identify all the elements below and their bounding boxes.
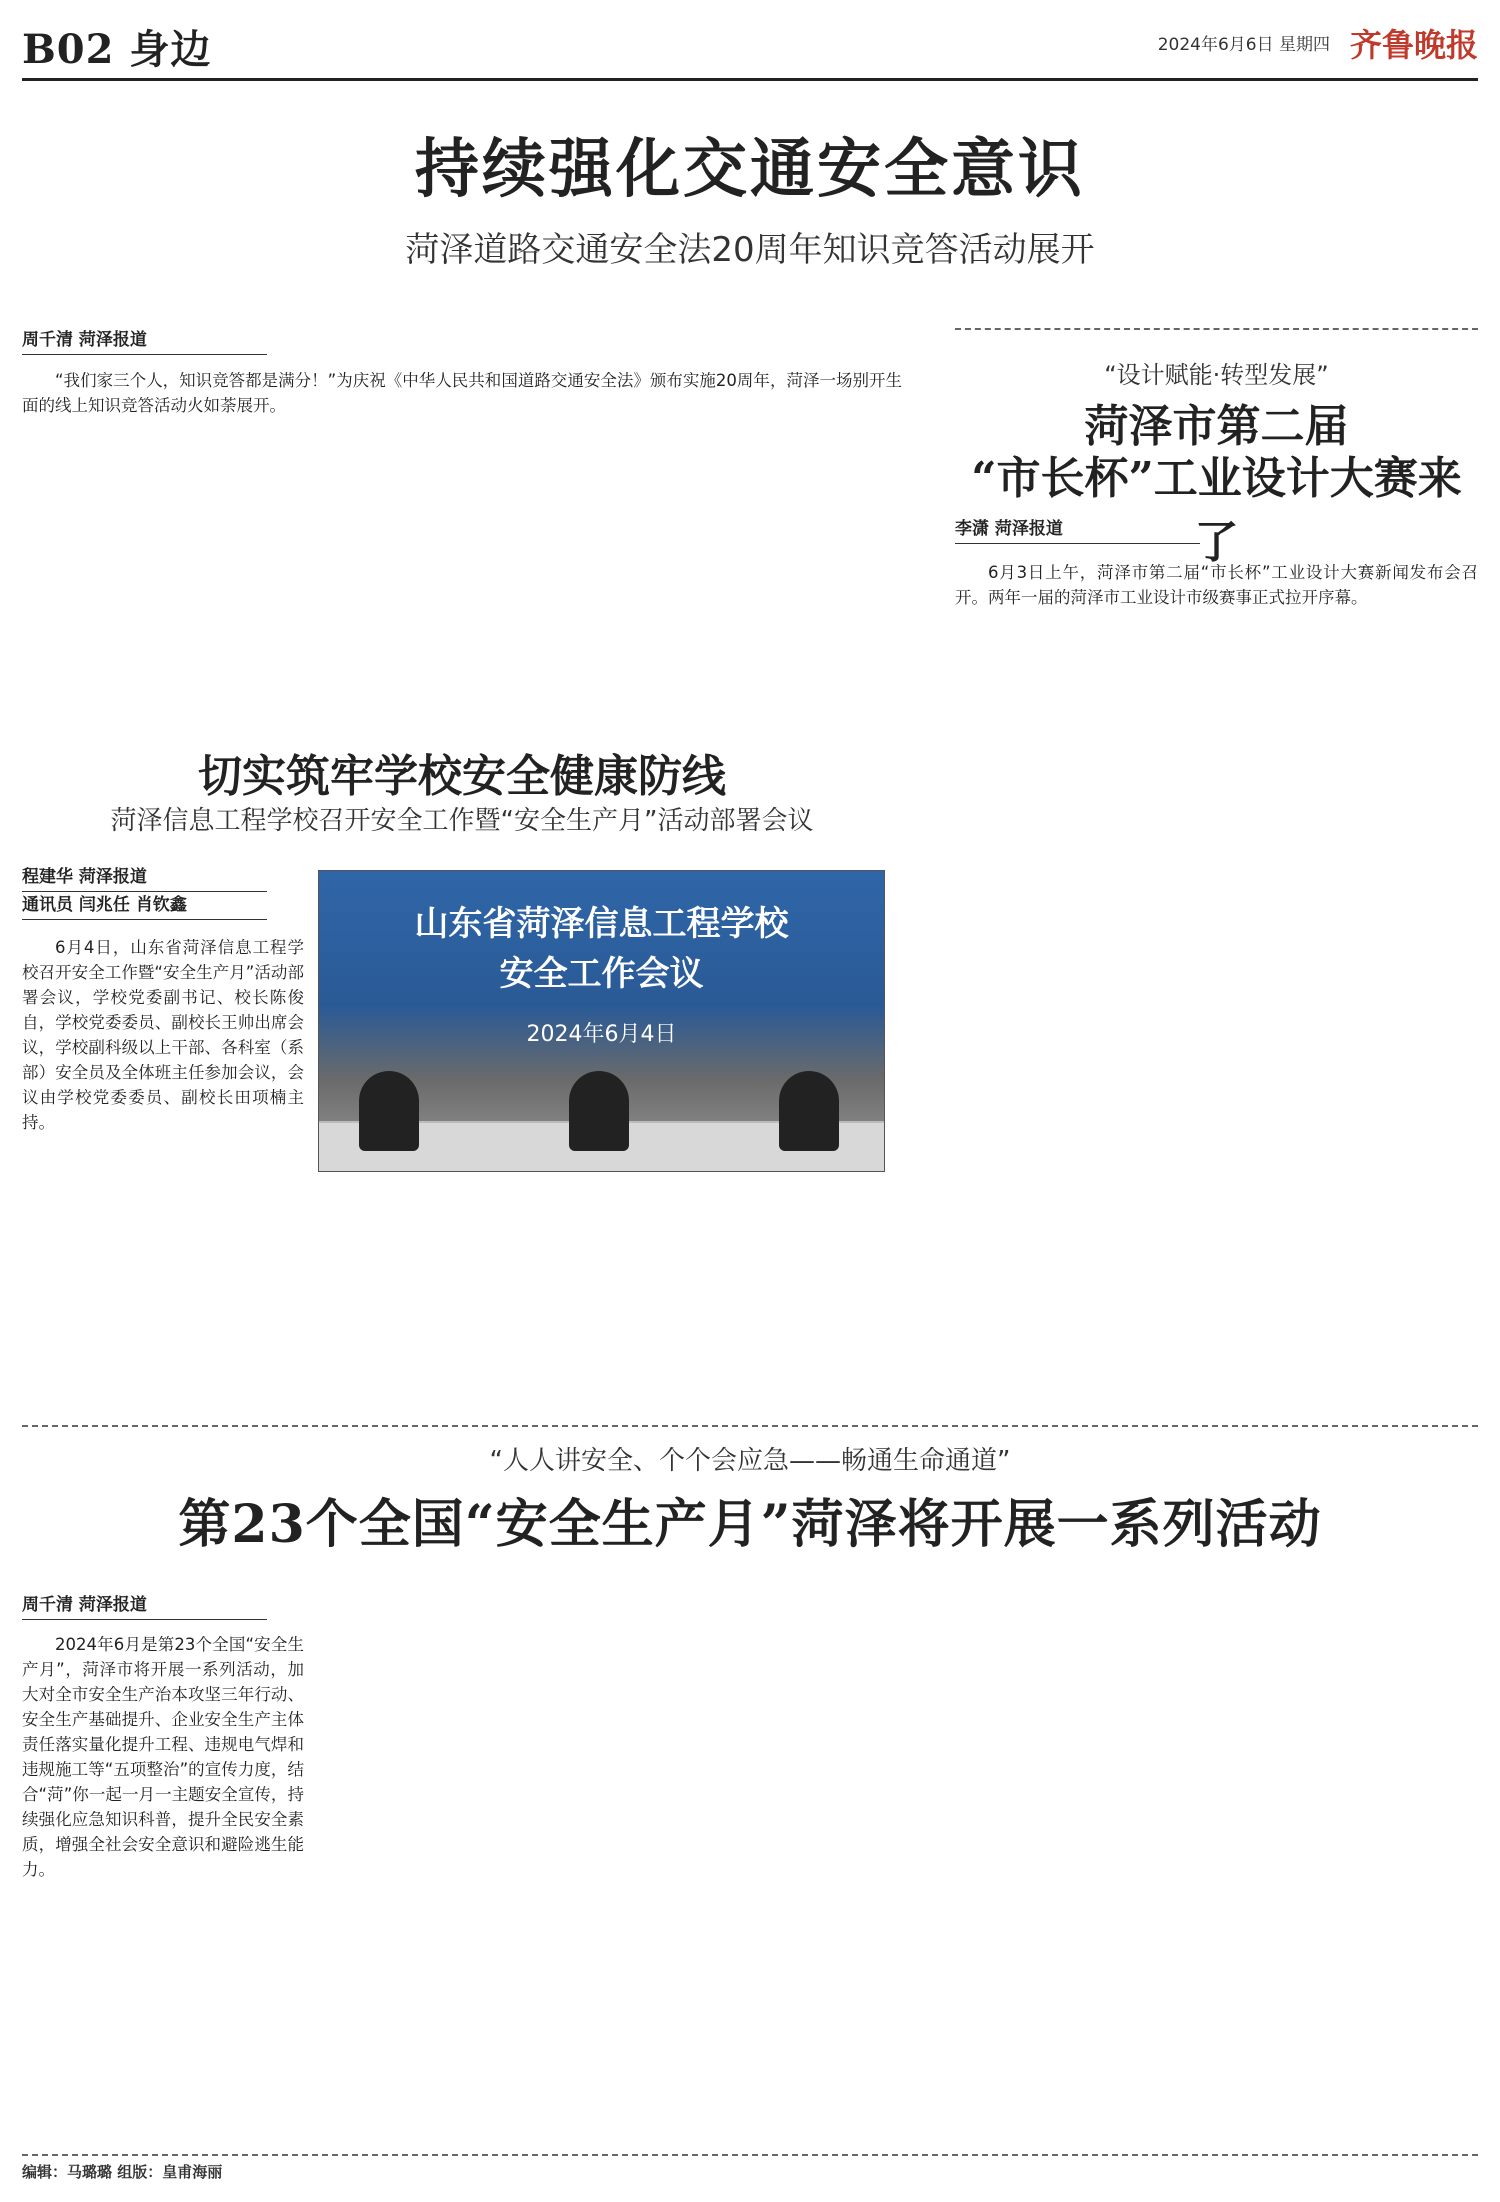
article3-subtitle: 菏泽信息工程学校召开安全工作暨“安全生产月”活动部署会议 <box>110 806 814 836</box>
article3-correspondents: 通讯员 闫兆任 肖钦鑫 <box>22 890 267 920</box>
page-number: B02 身边 <box>22 26 212 73</box>
article2-rule <box>955 328 1478 330</box>
article3-body <box>22 935 304 1135</box>
article2-byline: 李潇 菏泽报道 <box>955 514 1200 544</box>
photo-banner-line2: 安全工作会议 <box>499 954 704 994</box>
footer-rule <box>22 2154 1478 2156</box>
article1-body <box>22 368 902 418</box>
article2-lead: 6月3日上午，菏泽市第二届“市长杯”工业设计大赛新闻发布会召开。两年一届的菏泽市工业设计市级赛事正式拉开序幕。 <box>955 563 1478 607</box>
photo-banner-title <box>319 899 884 999</box>
article3-title: 切实筑牢学校安全健康防线 <box>198 751 726 802</box>
photo-banner-date: 2024年6月4日 <box>526 1022 677 1047</box>
newspaper-logo: 齐鲁晚报 <box>1349 26 1478 64</box>
article3-lead: 6月4日，山东省菏泽信息工程学校召开安全工作暨“安全生产月”活动部署会议，学校党委副书记、校长陈俊自，学校党委委员、副校长王帅出席会议，学校副科级以上干部、各科室（系部）安全员及全体班主任参加会议，会议由学校党委委员、副校长田项楠主持。 <box>22 938 304 1132</box>
attendee-left <box>359 1071 419 1151</box>
issue-date: 2024年6月6日 星期四 <box>1157 35 1330 55</box>
article4-rule <box>22 1425 1478 1427</box>
article1-title: 持续强化交通安全意识 <box>415 132 1085 207</box>
editor-credits: 编辑：马璐璐 组版：皇甫海丽 <box>22 2163 223 2181</box>
article1-byline: 周千清 菏泽报道 <box>22 325 267 355</box>
article1-subtitle: 菏泽道路交通安全法20周年知识竞答活动展开 <box>405 230 1095 270</box>
article2-title-line1: 菏泽市第二届 <box>1084 401 1349 452</box>
article1-lead: “我们家三个人，知识竞答都是满分！”为庆祝《中华人民共和国道路交通安全法》颁布实施20周年，菏泽一场别开生面的线上知识竞答活动火如荼展开。 <box>22 371 902 415</box>
article2-kicker: “设计赋能·转型发展” <box>1104 361 1329 389</box>
article2-body <box>955 560 1478 610</box>
attendee-right <box>779 1071 839 1151</box>
article4-title: 第23个全国“安全生产月”菏泽将开展一系列活动 <box>178 1494 1322 1555</box>
photo-banner-line1: 山东省菏泽信息工程学校 <box>414 904 789 944</box>
article4-lead: 2024年6月是第23个全国“安全生产月”，菏泽市将开展一系列活动，加大对全市安全生产治本攻坚三年行动、安全生产基础提升、企业安全生产主体责任落实量化提升工程、违规电气焊和违规施工等“五项整治”的宣传力度，结合“菏”你一起一月一主题安全宣传，持续强化应急知识科普，提升全民安全素质，增强全社会安全意识和避险逃生能力。 <box>22 1635 304 1879</box>
article4-body <box>22 1632 304 1882</box>
article4-kicker: “人人讲安全、个个会应急——畅通生命通道” <box>489 1446 1011 1476</box>
meeting-photo <box>318 870 885 1172</box>
article4-byline: 周千清 菏泽报道 <box>22 1590 267 1620</box>
article2-title-line2: “市长杯”工业设计大赛来了 <box>971 453 1462 568</box>
attendee-center <box>569 1071 629 1151</box>
header-rule <box>22 78 1478 81</box>
article3-byline: 程建华 菏泽报道 <box>22 862 267 892</box>
